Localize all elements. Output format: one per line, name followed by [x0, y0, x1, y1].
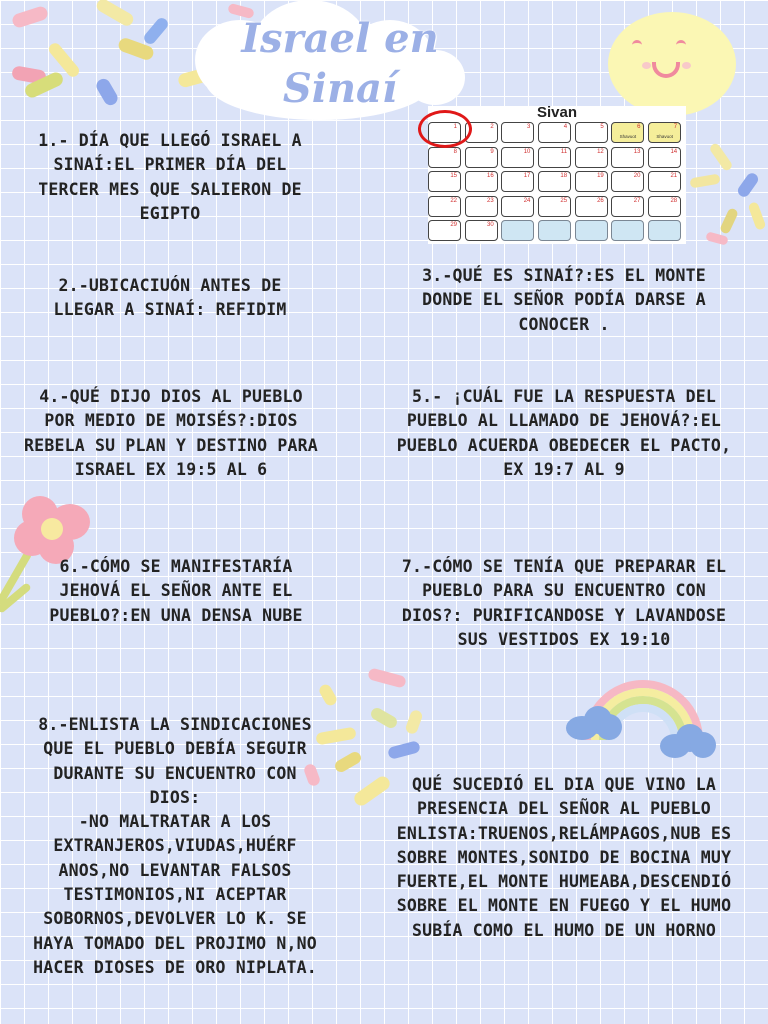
- calendar-day-cell: [428, 220, 461, 241]
- calendar-empty-cell: [648, 220, 681, 241]
- calendar-day-cell: [538, 122, 571, 143]
- calendar-day-cell: [575, 147, 608, 168]
- calendar-empty-cell: [611, 220, 644, 241]
- calendar-day-number: 10: [523, 148, 531, 155]
- confetti-decoration: [369, 706, 399, 730]
- title-line-1: Israel en: [241, 15, 439, 62]
- calendar-day-number: 22: [450, 197, 457, 204]
- confetti-decoration: [317, 682, 338, 707]
- calendar-day-cell: [501, 122, 534, 143]
- confetti-decoration: [748, 201, 767, 231]
- question-2-text: 2.-UBICACIUÓN ANTES DE LLEGAR A SINAÍ: REFIDIM: [53, 276, 287, 320]
- calendar-day-number: 12: [597, 148, 604, 155]
- calendar-day-cell: [538, 171, 571, 192]
- calendar-day-number: 1: [453, 124, 457, 130]
- calendar-day-note: Shavuot: [656, 134, 673, 139]
- confetti-decoration: [367, 667, 407, 688]
- calendar-day-note: Shavuot: [619, 134, 637, 139]
- calendar-day-cell: [575, 122, 608, 143]
- calendar-empty-cell: [538, 220, 571, 241]
- confetti-decoration: [736, 171, 761, 199]
- calendar-day-number: 23: [487, 197, 494, 204]
- calendar-day-number: 24: [523, 197, 531, 204]
- calendar-day-number: 18: [560, 173, 568, 179]
- calendar-day-cell: [648, 171, 681, 192]
- calendar-day-number: 21: [670, 173, 678, 179]
- calendar-day-cell: [611, 171, 644, 192]
- calendar-day-cell: [428, 171, 461, 192]
- calendar-month-title: Sivan: [536, 104, 578, 121]
- calendar-day-number: 9: [490, 148, 494, 155]
- confetti-decoration: [11, 5, 50, 29]
- calendar-day-cell: [611, 196, 644, 217]
- confetti-decoration: [333, 750, 363, 774]
- question-5-text: 5.- ¡CUÁL FUE LA RESPUESTA DEL PUEBLO AL LLAMADO DE JEHOVÁ?:EL PUEBLO ACUERDA OBEDECER EL PACTO, EX 19:7 AL 9: [396, 387, 732, 479]
- calendar-day-number: 26: [597, 197, 604, 204]
- calendar-day-number: 5: [600, 124, 604, 130]
- calendar-day-cell: [575, 196, 608, 217]
- calendar-day-number: 15: [450, 173, 457, 179]
- confetti-decoration: [315, 727, 356, 746]
- confetti-decoration: [94, 0, 135, 28]
- confetti-decoration: [94, 76, 120, 107]
- calendar-day-cell: [501, 147, 534, 168]
- calendar-day-cell: [538, 196, 571, 217]
- calendar-day-number: 8: [453, 148, 457, 155]
- calendar-day-number: 6: [637, 124, 641, 130]
- calendar-day-cell: [465, 171, 498, 192]
- calendar-day-cell: [538, 147, 571, 168]
- calendar-day-number: 4: [563, 124, 568, 130]
- question-4-text: 4.-QUÉ DIJO DIOS AL PUEBLO POR MEDIO DE MOISÉS?:DIOS REBELA SU PLAN Y DESTINO PARA ISRAEL EX 19:5 AL 6: [24, 387, 318, 479]
- calendar-day-number: 19: [597, 173, 604, 179]
- calendar-day-number: 11: [560, 148, 568, 155]
- calendar-day-cell: [611, 122, 644, 143]
- calendar-day-cell: [501, 196, 534, 217]
- calendar-day-number: 30: [487, 222, 494, 228]
- calendar-day-cell: [465, 196, 498, 217]
- calendar-day-number: 7: [673, 124, 678, 130]
- calendar-day-number: 29: [450, 222, 457, 228]
- confetti-decoration: [352, 774, 393, 808]
- calendar-day-number: 25: [560, 197, 568, 204]
- confetti-decoration: [142, 16, 170, 47]
- calendar-empty-cell: [575, 220, 608, 241]
- confetti-decoration: [708, 142, 733, 172]
- confetti-decoration: [689, 173, 720, 188]
- calendar-day-cell: [575, 171, 608, 192]
- question-9-text: QUÉ SUCEDIÓ EL DIA QUE VINO LA PRESENCIA DEL SEÑOR AL PUEBLO ENLISTA:TRUENOS,RELÁMPAGOS,NUB ES SOBRE MONTES,SONIDO DE BOCINA MUY FUERTE,EL MONTE HUMEABA,DESCENDIÓ SOBRE EL MONTE EN FUEGO Y EL HUMO SUBÍA COMO EL HUMO DE UN HORNO: [396, 775, 732, 940]
- calendar-day-number: 17: [523, 173, 531, 179]
- question-6-text: 6.-CÓMO SE MANIFESTARÍA JEHOVÁ EL SEÑOR ANTE EL PUEBLO?:EN UNA DENSA NUBE: [49, 557, 303, 625]
- calendar-day-cell: [501, 171, 534, 192]
- calendar-day-number: 2: [490, 124, 494, 130]
- question-3-text: 3.-QUÉ ES SINAÍ?:ES EL MONTE DONDE EL SEÑOR PODÍA DARSE A CONOCER .: [422, 266, 706, 334]
- calendar-empty-cell: [501, 220, 534, 241]
- question-1-text: 1.- DÍA QUE LLEGÓ ISRAEL A SINAÍ:EL PRIMER DÍA DEL TERCER MES QUE SALIERON DE EGIPTO: [38, 131, 302, 223]
- calendar-day-cell: [648, 196, 681, 217]
- calendar-day-number: 13: [633, 148, 641, 155]
- confetti-decoration: [404, 709, 423, 736]
- calendar-day-number: 27: [633, 197, 641, 204]
- page-title: [190, 14, 490, 114]
- question-7-text: 7.-CÓMO SE TENÍA QUE PREPARAR EL PUEBLO PARA SU ENCUENTRO CON DIOS?: PURIFICANDOSE Y LAVANDOSE SUS VESTIDOS EX 19:10: [401, 557, 727, 649]
- title-line-2: Sinaí: [282, 65, 398, 112]
- question-8-text: 8.-ENLISTA LA SINDICACIONES QUE EL PUEBLO DEBÍA SEGUIR DURANTE SU ENCUENTRO CON DIOS: -NO MALTRATAR A LOS EXTRANJEROS,VIUDAS,HUÉRF ANOS,NO LEVANTAR FALSOS TESTIMONIOS,NI ACEPTAR SOBORNOS,DEVOLVER LO K. SE HAYA TOMADO DEL PROJIMO N,NO HACER DIOSES DE ORO NIPLATA.: [33, 715, 317, 977]
- calendar-day-number: 16: [487, 173, 494, 179]
- calendar-day-cell: [428, 196, 461, 217]
- calendar-day-cell: [428, 147, 461, 168]
- calendar-day-cell: [648, 122, 681, 143]
- calendar-day-cell: [648, 147, 681, 168]
- confetti-decoration: [719, 207, 739, 235]
- day-one-circle-annotation: [418, 110, 472, 148]
- calendar-day-cell: [465, 147, 498, 168]
- calendar-day-number: 20: [633, 173, 641, 179]
- calendar-day-cell: [611, 147, 644, 168]
- calendar-day-cell: [465, 220, 498, 241]
- calendar-day-number: 28: [670, 197, 678, 204]
- calendar-day-number: 3: [527, 124, 531, 130]
- calendar-day-number: 14: [670, 148, 678, 155]
- confetti-decoration: [387, 740, 421, 760]
